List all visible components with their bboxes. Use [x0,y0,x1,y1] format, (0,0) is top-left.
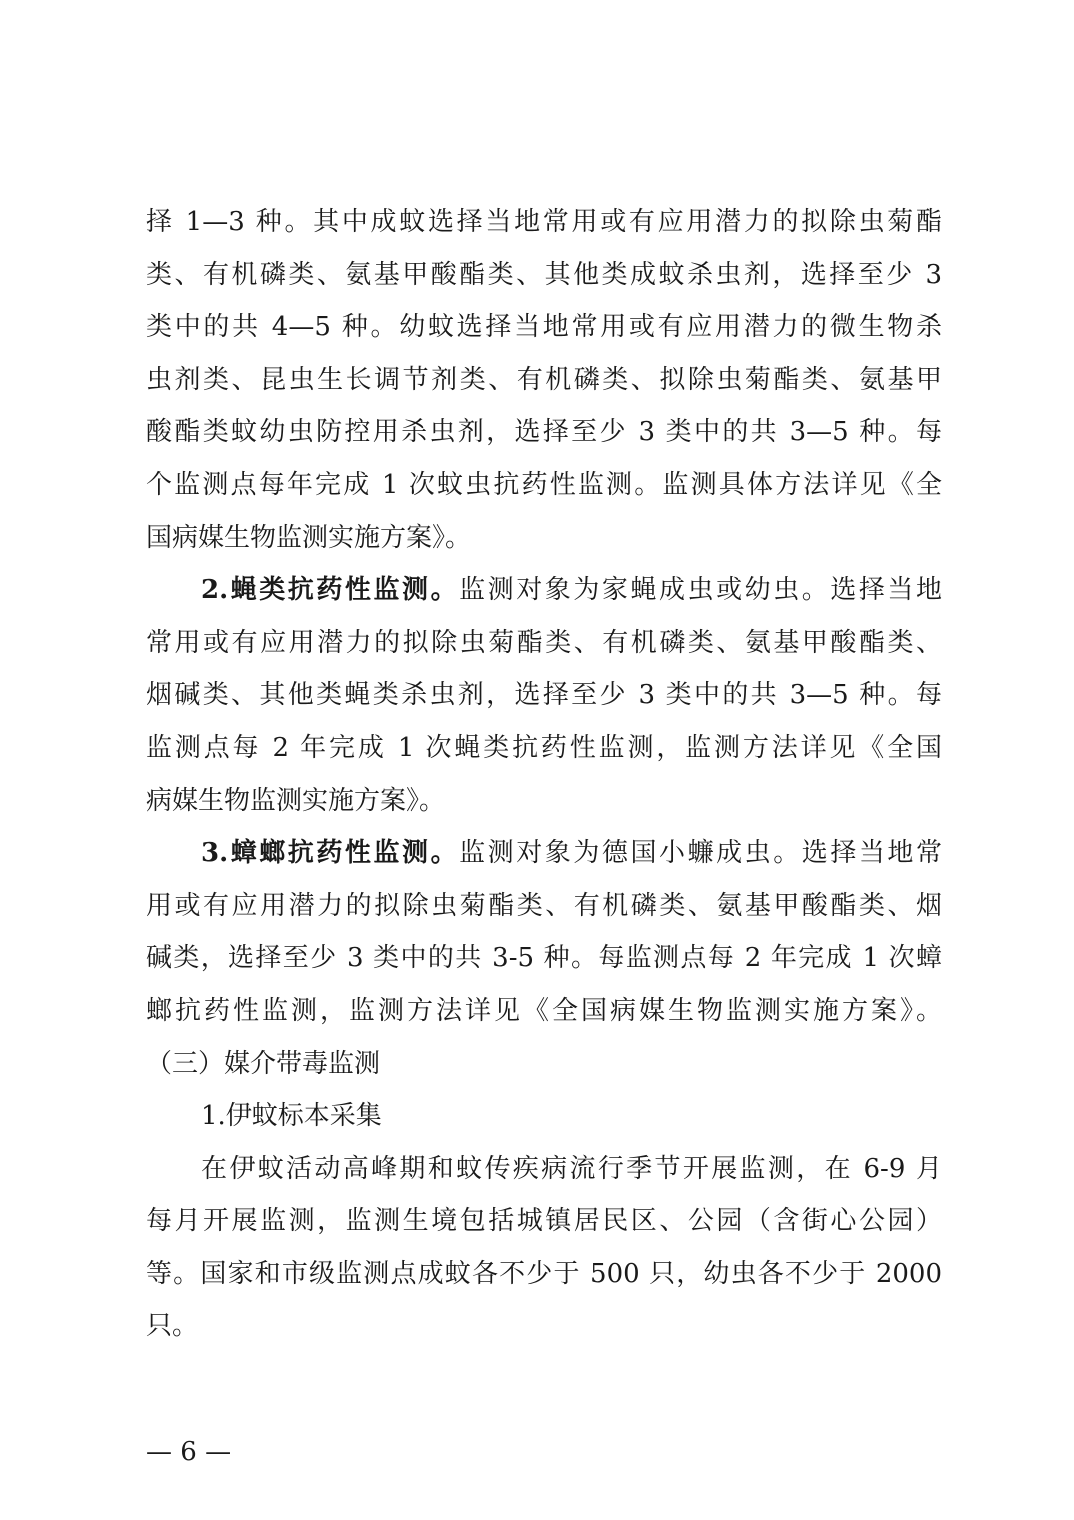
fly-first-text: 监测对象为家蝇成虫或幼虫。选择当地 [459,575,942,606]
text-line: 碱类，选择至少 3 类中的共 3-5 种。每监测点每 2 年完成 1 次蟑 [146,943,942,974]
text-line: 国病媒生物监测实施方案》。 [146,522,472,553]
text-line: 用或有应用潜力的拟除虫菊酯类、有机磷类、氨基甲酸酯类、烟 [146,890,942,921]
text-line: 虫剂类、昆虫生长调节剂类、有机磷类、拟除虫菊酯类、氨基甲 [146,364,942,395]
text-line: 烟碱类、其他类蝇类杀虫剂，选择至少 3 类中的共 3—5 种。每 [146,680,942,711]
page-number: — 6 — [146,1437,232,1467]
text-line: 等。国家和市级监测点成蚊各不少于 500 只，幼虫各不少于 2000 [146,1258,942,1289]
text-line: 每月开展监测，监测生境包括城镇居民区、公园（含街心公园） [146,1206,942,1237]
text-line: 螂抗药性监测，监测方法详见《全国病媒生物监测实施方案》。 [146,995,942,1026]
cockroach-heading: 3.蟑螂抗药性监测。 [201,838,460,869]
text-line: 常用或有应用潜力的拟除虫菊酯类、有机磷类、氨基甲酸酯类、 [146,627,942,658]
section-heading: （三）媒介带毒监测 [146,1048,381,1079]
text-line: 监测点每 2 年完成 1 次蝇类抗药性监测，监测方法详见《全国 [146,732,942,763]
text-line: 择 1—3 种。其中成蚊选择当地常用或有应用潜力的拟除虫菊酯 [146,207,942,237]
fly-heading: 2.蝇类抗药性监测。 [201,575,460,606]
text-line: 个监测点每年完成 1 次蚊虫抗药性监测。监测具体方法详见《全 [146,469,942,500]
cockroach-first-text: 监测对象为德国小蠊成虫。选择当地常 [459,838,942,869]
document-body [146,196,942,1353]
subsection-heading: 1.伊蚊标本采集 [201,1101,382,1132]
text-line: 类、有机磷类、氨基甲酸酯类、其他类成蚊杀虫剂，选择至少 3 [146,259,942,290]
text-line: 类中的共 4—5 种。幼蚊选择当地常用或有应用潜力的微生物杀 [146,312,942,343]
text-line: 在伊蚊活动高峰期和蚊传疾病流行季节开展监测，在 6-9 月 [201,1153,942,1184]
text-line: 病媒生物监测实施方案》。 [146,785,446,816]
cockroach-paragraph-first-line [146,827,942,880]
text-line: 只。 [146,1311,199,1342]
fly-paragraph-first-line [146,564,942,617]
text-line: 酸酯类蚊幼虫防控用杀虫剂，选择至少 3 类中的共 3—5 种。每 [146,417,942,448]
